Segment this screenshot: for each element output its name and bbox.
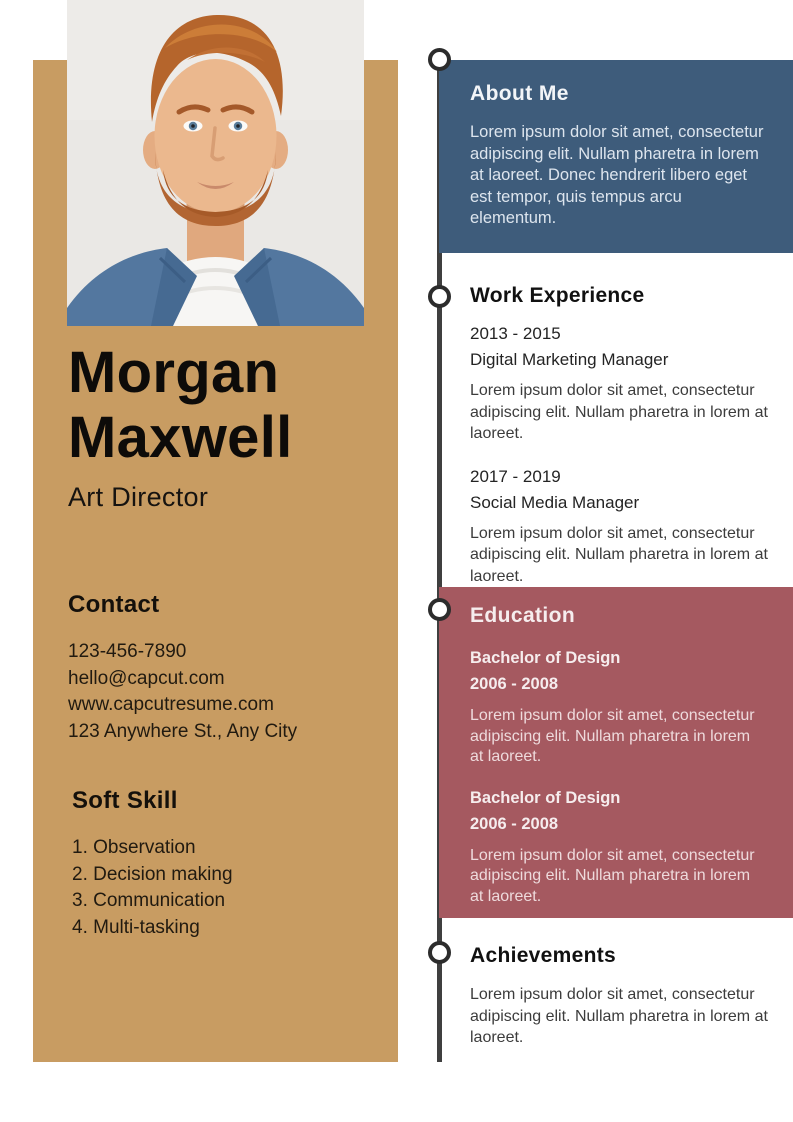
education-entry xyxy=(470,785,767,908)
education-description: Lorem ipsum dolor sit amet, consectetur adipiscing elit. Nullam pharetra in lorem at laoreet. xyxy=(470,846,755,905)
contact-address: 123 Anywhere St., Any City xyxy=(68,720,298,742)
work-entry-dates: 2013 - 2015 xyxy=(470,324,561,343)
skill-item: 1. Observation xyxy=(72,837,196,858)
timeline-dot-about xyxy=(428,48,451,71)
about-section xyxy=(439,60,793,253)
name-line-2: Maxwell xyxy=(68,405,293,470)
work-experience-heading: Work Experience xyxy=(470,284,645,307)
sidebar-content xyxy=(68,340,376,941)
education-section xyxy=(439,587,793,918)
portrait-illustration xyxy=(67,0,364,326)
achievements-body: Lorem ipsum dolor sit amet, consectetur adipiscing elit. Nullam pharetra in lorem at laoreet. xyxy=(470,986,768,1046)
contact-list xyxy=(68,639,376,745)
work-entry xyxy=(470,321,782,445)
contact-email: hello@capcut.com xyxy=(68,667,225,689)
education-heading: Education xyxy=(470,604,576,627)
timeline-dot-education xyxy=(428,598,451,621)
contact-heading: Contact xyxy=(68,591,160,618)
work-experience-section xyxy=(470,284,782,587)
work-entry-role: Social Media Manager xyxy=(470,492,640,512)
work-entry xyxy=(470,464,782,588)
about-body: Lorem ipsum dolor sit amet, consectetur adipiscing elit. Nullam pharetra in lorem at laoreet. Donec hendrerit libero eget est tempor, quis tempus arcu elementum. xyxy=(470,123,764,227)
achievements-section xyxy=(470,944,782,1065)
work-entry-description: Lorem ipsum dolor sit amet, consectetur adipiscing elit. Nullam pharetra in lorem at laoreet. xyxy=(470,382,768,442)
profile-photo xyxy=(67,0,364,326)
education-entry xyxy=(470,645,767,768)
skill-item: 3. Communication xyxy=(72,890,226,911)
education-degree: Bachelor of Design xyxy=(470,649,621,667)
contact-website: www.capcutresume.com xyxy=(68,694,274,715)
education-degree: Bachelor of Design xyxy=(470,788,621,807)
skill-item: 4. Multi-tasking xyxy=(72,916,200,938)
job-title: Art Director xyxy=(68,482,209,512)
work-entry-role: Digital Marketing Manager xyxy=(470,350,669,369)
work-entry-dates: 2017 - 2019 xyxy=(470,466,561,486)
education-dates: 2006 - 2008 xyxy=(470,675,559,693)
soft-skill-heading: Soft Skill xyxy=(72,787,178,814)
soft-skill-list xyxy=(68,835,376,941)
name-line-1: Morgan xyxy=(68,340,280,405)
contact-phone: 123-456-7890 xyxy=(68,641,187,662)
timeline-dot-achievements xyxy=(428,941,451,964)
skill-item: 2. Decision making xyxy=(72,863,233,885)
achievements-heading: Achievements xyxy=(470,944,616,967)
about-heading: About Me xyxy=(470,82,569,105)
education-description: Lorem ipsum dolor sit amet, consectetur adipiscing elit. Nullam pharetra in lorem at laoreet. xyxy=(470,707,755,765)
education-dates: 2006 - 2008 xyxy=(470,814,559,833)
work-entry-description: Lorem ipsum dolor sit amet, consectetur adipiscing elit. Nullam pharetra in lorem at laoreet. xyxy=(470,524,768,585)
person-name xyxy=(68,340,376,470)
timeline-dot-work xyxy=(428,285,451,308)
